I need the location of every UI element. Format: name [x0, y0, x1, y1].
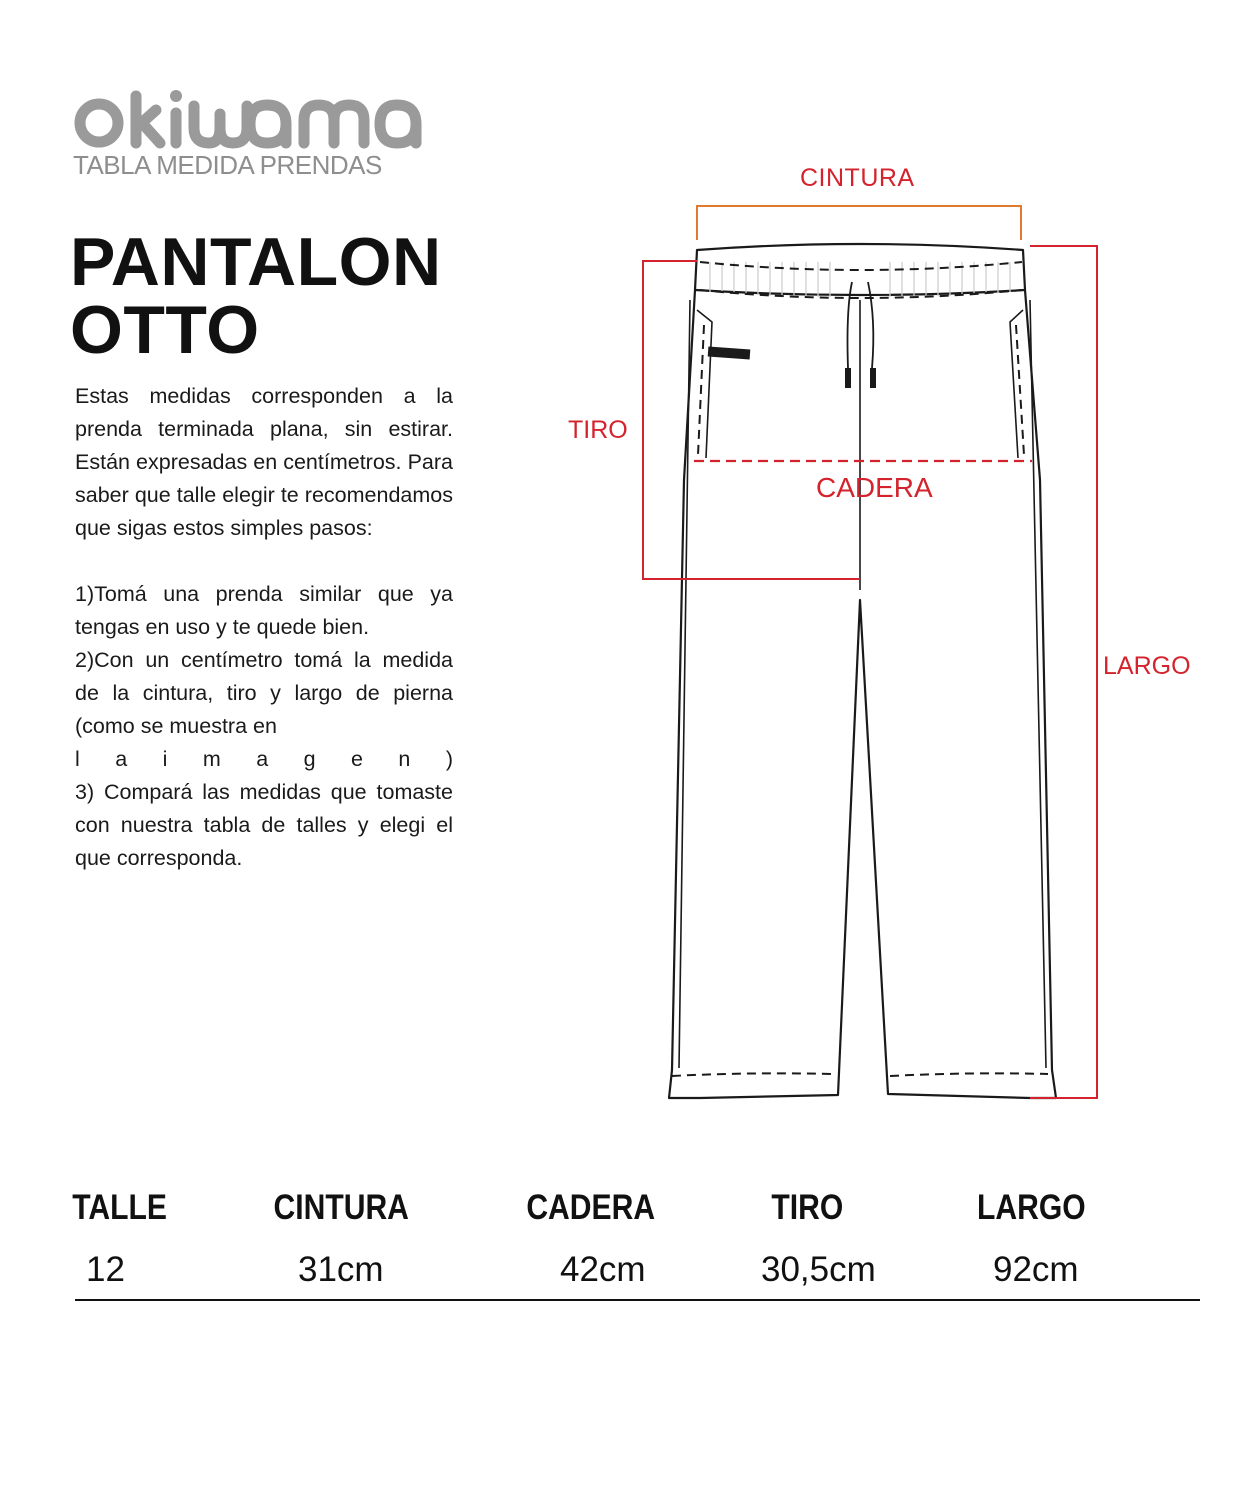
brand-tag — [708, 347, 751, 360]
step-2-continued: l a i m a g e n ) — [75, 747, 453, 771]
product-title-line1: PANTALON — [70, 224, 442, 300]
pants-outline — [669, 244, 1056, 1098]
product-title-line2: OTTO — [70, 292, 260, 368]
table-divider — [75, 1299, 1200, 1301]
pants-measurement-diagram — [560, 150, 1220, 1120]
header-largo: LARGO — [976, 1188, 1086, 1227]
cell-largo: 92cm — [993, 1250, 1079, 1289]
cintura-measure-line — [697, 206, 1021, 240]
product-title — [70, 224, 442, 368]
step-3: 3) Compará las medidas que tomaste con nuestra tabla de talles y elegi el que corresponda. — [75, 780, 453, 870]
cell-talle: 12 — [86, 1250, 125, 1289]
catalog-subtitle: TABLA MEDIDA PRENDAS — [73, 150, 382, 180]
instructions-text — [75, 380, 453, 875]
header-cadera: CADERA — [526, 1188, 656, 1227]
header-tiro: TIRO — [771, 1188, 844, 1227]
intro-paragraph: Estas medidas corresponden a la prenda terminada plana, sin estirar. Están expresadas en centímetros. Para saber que talle elegir te recomendamos que sigas estos simples pasos: — [75, 384, 453, 540]
cell-tiro: 30,5cm — [761, 1250, 876, 1289]
header-cintura: CINTURA — [273, 1188, 409, 1227]
step-2: 2)Con un centímetro tomá la medida de la cintura, tiro y largo de pierna (como se muestra en — [75, 648, 453, 738]
largo-label: LARGO — [1103, 652, 1191, 680]
tiro-label: TIRO — [568, 416, 628, 444]
okiwama-logo — [72, 88, 462, 150]
cell-cadera: 42cm — [560, 1250, 646, 1289]
largo-measure-line — [1030, 246, 1097, 1098]
cadera-label: CADERA — [816, 472, 933, 503]
cell-cintura: 31cm — [298, 1250, 384, 1289]
step-1: 1)Tomá una prenda similar que ya tengas en uso y te quede bien. — [75, 582, 453, 639]
header-talle: TALLE — [72, 1188, 167, 1227]
tiro-measure-line — [643, 261, 860, 579]
cintura-label: CINTURA — [800, 164, 915, 192]
